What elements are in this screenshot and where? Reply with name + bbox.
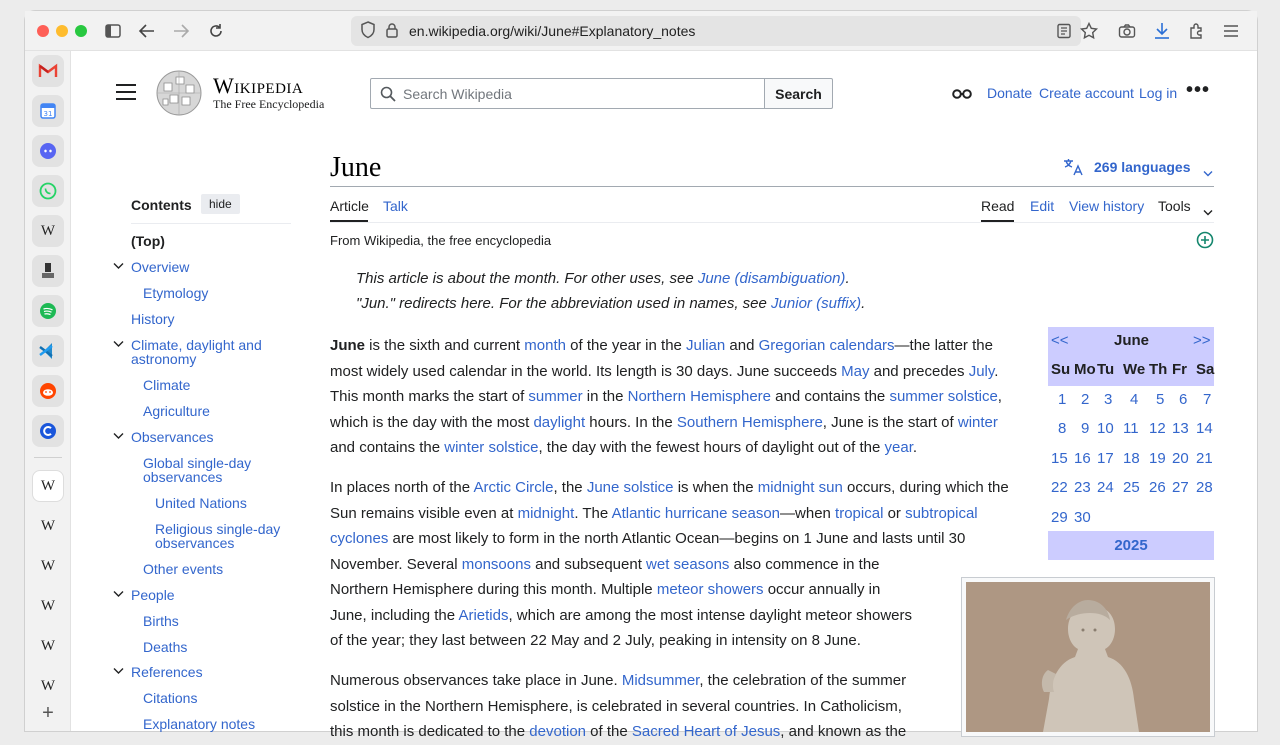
toc-hide-button[interactable]: hide (201, 194, 240, 214)
screenshot-icon[interactable] (1115, 19, 1139, 43)
browser-sidebar (25, 51, 71, 731)
languages-button[interactable]: 269 languages (1094, 159, 1191, 175)
forward-icon[interactable] (169, 19, 193, 43)
spotify-icon[interactable] (32, 295, 64, 327)
link-sacred-heart-of-jesus[interactable]: Sacred Heart of Jesus (631, 723, 781, 740)
donate-link[interactable]: Donate (987, 85, 1033, 101)
calendar-day-link[interactable]: 27 (1172, 479, 1189, 497)
app-icon[interactable] (32, 255, 64, 287)
calendar-day-link[interactable]: 6 (1179, 391, 1188, 408)
hatnote-text: . (861, 295, 866, 312)
link-winter[interactable]: winter (957, 413, 998, 431)
hatnote-text: This article is about the month. For other uses, see (356, 270, 698, 287)
calendar-day-link[interactable]: 28 (1196, 479, 1213, 497)
wikipedia-tagline: The Free Encyclopedia (213, 97, 325, 111)
text: , (997, 388, 1002, 405)
text: , the day with the fewest hours of daylight out of the (538, 439, 885, 456)
text: is when the (673, 479, 758, 496)
wikipedia-tab-icon[interactable]: W (40, 557, 56, 574)
text: of the year; they last between 22 May and 2 July, peaking in intensity on 8 June. (330, 632, 861, 649)
address-bar[interactable] (351, 16, 1081, 46)
toc-item-climate-daylight-astronomy-cont[interactable]: astronomy (131, 351, 197, 367)
toc-item-etymology[interactable]: Etymology (143, 285, 209, 301)
site-sub: From Wikipedia, the free encyclopedia (330, 233, 552, 248)
browser-window (25, 11, 1257, 740)
calendar-day-link[interactable]: 1 (1058, 391, 1067, 408)
tab-edit[interactable]: Edit (1030, 198, 1055, 214)
bookmark-star-icon[interactable] (1077, 19, 1101, 43)
calendar-day-link[interactable]: 22 (1051, 479, 1068, 497)
link-midnight-sun[interactable]: midnight sun (757, 479, 843, 496)
calendar-day-link[interactable]: 23 (1074, 479, 1091, 497)
text: , the celebration of the summer (699, 672, 907, 689)
tab-talk[interactable]: Talk (383, 198, 408, 214)
link-tropical[interactable]: tropical (835, 504, 884, 522)
calendar-day-link[interactable]: 29 (1051, 508, 1068, 526)
hatnote (356, 295, 865, 312)
text: also commence in the (729, 555, 880, 573)
text: of the year in the (565, 337, 687, 354)
text: this month is dedicated to the (330, 723, 530, 740)
text: and contains the (771, 388, 890, 405)
calendar-day-link[interactable]: 9 (1081, 420, 1090, 438)
text: solstice in the Northern Hemisphere, is celebrated in several countries. In Catholicism, (330, 697, 902, 715)
hatnote-link-junior-suffix[interactable]: Junior (suffix) (771, 295, 862, 312)
chevron-down-icon[interactable] (1203, 203, 1213, 221)
toc-item-climate-daylight-astronomy[interactable]: Climate, daylight and (131, 337, 262, 353)
link-arietids[interactable]: Arietids (458, 606, 509, 624)
toc-item-agriculture[interactable]: Agriculture (143, 403, 210, 419)
translate-icon[interactable] (1063, 158, 1083, 181)
reader-view-icon[interactable] (1052, 19, 1076, 43)
url-text[interactable]: en.wikipedia.org/wiki/June#Explanatory_notes (409, 23, 696, 39)
link-monsoons[interactable]: monsoons (461, 555, 531, 573)
toc-item-united-nations[interactable]: United Nations (155, 495, 247, 511)
toc-item-global-single-day[interactable]: Global single-day (143, 455, 252, 471)
toc-item-religious-single-day[interactable]: Religious single-day (155, 521, 281, 537)
back-icon[interactable] (135, 19, 159, 43)
text: and (725, 337, 759, 354)
chevron-down-icon[interactable] (113, 339, 124, 351)
wikipedia-page (72, 51, 1257, 740)
calendar-next-link[interactable]: >> (1193, 332, 1211, 349)
link-may[interactable]: May (841, 362, 870, 380)
sidebar-toggle-icon[interactable] (101, 19, 125, 43)
toc-item-references[interactable]: References (131, 664, 203, 680)
toc-item-explanatory-notes[interactable]: Explanatory notes (143, 716, 256, 732)
calendar-day-link[interactable]: 13 (1172, 420, 1189, 438)
main-menu-icon[interactable] (116, 84, 136, 105)
text: June (330, 337, 366, 354)
chevron-down-icon[interactable] (113, 589, 124, 601)
text: occurs, during which the (842, 479, 1009, 496)
wikipedia-icon[interactable]: W (32, 215, 64, 247)
text: occur annually in (763, 581, 881, 598)
calendar-app-icon[interactable] (32, 95, 64, 127)
tab-read[interactable]: Read (981, 198, 1015, 214)
link-month[interactable]: month (524, 337, 566, 354)
calendar-day-link[interactable]: 8 (1058, 420, 1067, 438)
toc-item-deaths[interactable]: Deaths (143, 639, 188, 655)
tabs-divider (330, 222, 1214, 223)
create-account-link[interactable]: Create account (1039, 85, 1134, 101)
toc-item-observances[interactable]: Observances (131, 429, 214, 445)
calendar-day-link[interactable]: 11 (1123, 420, 1139, 438)
calendar-infobox (1048, 327, 1215, 526)
text: and precedes (869, 362, 969, 380)
wikipedia-tab-icon[interactable]: W (32, 470, 64, 502)
c-app-icon[interactable] (32, 415, 64, 447)
text: hours. In the (585, 413, 677, 431)
paragraph-3 (330, 668, 906, 745)
text: —when (780, 504, 836, 522)
calendar-weekday: Su (1051, 361, 1071, 378)
hatnote-link-june-disambiguation[interactable]: June (disambiguation) (697, 270, 846, 287)
close-window-button[interactable] (37, 25, 49, 37)
text: —the latter the (894, 337, 993, 354)
calendar-weekday: Fr (1172, 361, 1187, 378)
text: . The (574, 504, 612, 522)
sidebar-divider (34, 457, 62, 458)
whatsapp-icon[interactable] (32, 175, 64, 207)
calendar-day-link[interactable]: 14 (1196, 420, 1213, 438)
text: In places north of the (330, 479, 474, 496)
add-plus-icon[interactable] (1196, 231, 1214, 254)
link-subtropical[interactable]: subtropical (905, 504, 978, 522)
search-box[interactable] (370, 78, 765, 109)
link-cyclones[interactable]: cyclones (330, 530, 389, 547)
calendar-weekday: Sa (1196, 361, 1215, 378)
hatnote-text: . (845, 270, 850, 287)
toc-item-births[interactable]: Births (143, 613, 179, 629)
search-button[interactable]: Search (764, 78, 833, 109)
link-devotion[interactable]: devotion (529, 723, 587, 740)
hatnote (356, 270, 850, 287)
wikipedia-tab-icon[interactable]: W (40, 597, 56, 614)
text: Northern Hemisphere during this month. Multiple (330, 581, 657, 598)
reading-glasses-icon[interactable] (952, 87, 972, 105)
link-winter-solstice[interactable]: winter solstice (444, 439, 539, 456)
text: Sun remains visible even at (330, 504, 518, 522)
hatnote-text: "Jun." redirects here. For the abbreviation used in names, see (356, 295, 772, 312)
minimize-window-button[interactable] (56, 25, 68, 37)
link-summer-solstice[interactable]: summer solstice (889, 388, 998, 405)
calendar-weekday: Th (1149, 361, 1168, 378)
link-daylight[interactable]: daylight (533, 413, 586, 431)
link-summer[interactable]: summer (528, 388, 583, 405)
text: , and known as the (780, 723, 907, 740)
text: November. Several (330, 555, 462, 573)
calendar-day-link[interactable]: 7 (1203, 391, 1212, 408)
toc-item-global-single-day-cont[interactable]: observances (143, 469, 223, 485)
tab-article[interactable]: Article (330, 198, 369, 214)
search-input[interactable] (403, 84, 753, 104)
calendar-day-link[interactable]: 3 (1104, 391, 1113, 408)
calendar-day-link[interactable]: 30 (1074, 508, 1091, 526)
calendar-header (1048, 327, 1214, 355)
reddit-icon[interactable] (32, 375, 64, 407)
calendar-year-link[interactable]: 2025 (1048, 531, 1214, 560)
link-year[interactable]: year (884, 439, 913, 456)
toc-item-top[interactable]: (Top) (131, 233, 165, 249)
chevron-down-icon[interactable] (113, 431, 124, 443)
calendar-day-link[interactable]: 12 (1149, 420, 1166, 438)
juno-statue-image[interactable] (961, 577, 1215, 737)
extensions-icon[interactable] (1185, 19, 1209, 43)
calendar-day-link[interactable]: 17 (1097, 449, 1114, 467)
text: . (912, 439, 918, 456)
add-tab-icon[interactable]: + (42, 701, 54, 724)
toc-item-overview[interactable]: Overview (131, 259, 190, 275)
tab-view-history[interactable]: View history (1069, 198, 1145, 214)
text: and contains the (330, 439, 445, 456)
toc-item-history[interactable]: History (131, 311, 175, 327)
text: of the (586, 723, 632, 740)
calendar-weekday: Mo (1074, 361, 1096, 378)
title-divider (330, 186, 1214, 187)
toc-item-religious-single-day-cont[interactable]: observances (155, 535, 235, 551)
text: , June is the start of (822, 413, 958, 431)
wikipedia-tab-icon[interactable]: W (40, 517, 56, 534)
maximize-window-button[interactable] (75, 25, 87, 37)
calendar-day-link[interactable]: 4 (1130, 391, 1139, 408)
wikipedia-wordmark[interactable]: Wikipedia (213, 73, 304, 98)
calendar-day-link[interactable]: 25 (1123, 479, 1140, 497)
text: is the sixth and current (365, 337, 525, 354)
text: This month marks the start of (330, 388, 529, 405)
vscode-icon[interactable] (32, 335, 64, 367)
wikipedia-tab-icon[interactable]: W (40, 637, 56, 654)
calendar-day-link[interactable]: 10 (1097, 420, 1114, 438)
calendar-prev-link[interactable]: << (1051, 332, 1069, 349)
downloads-icon[interactable] (1150, 19, 1174, 43)
toc-divider (131, 223, 291, 224)
link-northern-hemisphere[interactable]: Northern Hemisphere (627, 388, 772, 405)
link-southern-hemisphere[interactable]: Southern Hemisphere (676, 413, 823, 431)
toc-item-people[interactable]: People (131, 587, 175, 603)
link-arctic-circle[interactable]: Arctic Circle (473, 479, 554, 496)
calendar-day-link[interactable]: 19 (1149, 449, 1166, 467)
lock-icon[interactable] (381, 19, 403, 46)
tools-menu[interactable]: Tools (1158, 198, 1191, 214)
chevron-down-icon[interactable] (113, 261, 124, 273)
text: are most likely to form in the north Atlantic Ocean—begins on 1 June and lasts until 30 (388, 530, 966, 547)
link-gregorian-calendars[interactable]: Gregorian calendars (758, 337, 895, 354)
search-icon (380, 86, 396, 107)
link-july[interactable]: July (968, 362, 995, 380)
calendar-day-link[interactable]: 5 (1156, 391, 1165, 408)
toc-item-climate[interactable]: Climate (143, 377, 191, 393)
wikipedia-globe-icon[interactable] (154, 69, 204, 117)
gmail-icon[interactable] (32, 55, 64, 87)
shield-icon[interactable] (357, 19, 379, 46)
text: or (883, 504, 906, 522)
link-wet-seasons[interactable]: wet seasons (646, 555, 730, 573)
log-in-link[interactable]: Log in (1139, 85, 1178, 101)
browser-toolbar (25, 11, 1257, 51)
chevron-down-icon[interactable] (1203, 164, 1213, 182)
toc-item-other-events[interactable]: Other events (143, 561, 224, 577)
calendar-day-link[interactable]: 18 (1123, 449, 1140, 467)
text: most widely used calendar in the world. Its length is 30 days. June succeeds (330, 362, 842, 380)
link-meteor-showers[interactable]: meteor showers (656, 581, 764, 598)
toc-item-citations[interactable]: Citations (143, 690, 198, 706)
toc-title: Contents (131, 197, 192, 213)
svg-text:31: 31 (43, 110, 53, 118)
text: Numerous observances take place in June. (330, 672, 622, 689)
calendar-day-link[interactable]: 24 (1097, 479, 1114, 497)
calendar-day-link[interactable]: 21 (1196, 449, 1213, 467)
calendar-day-link[interactable]: 16 (1074, 449, 1091, 467)
wikipedia-tab-icon[interactable]: W (40, 677, 56, 694)
text: . (994, 362, 999, 380)
paragraph-1 (330, 333, 1002, 461)
calendar-weekday: Tu (1097, 361, 1115, 378)
link-midnight[interactable]: midnight (517, 504, 575, 522)
discord-icon[interactable] (32, 135, 64, 167)
text: and subsequent (530, 555, 647, 573)
chevron-down-icon[interactable] (113, 666, 124, 678)
calendar-day-link[interactable]: 26 (1149, 479, 1166, 497)
calendar-weekday: We (1123, 361, 1146, 378)
reload-icon[interactable] (204, 19, 228, 43)
text: June, including the (330, 606, 459, 624)
calendar-day-link[interactable]: 20 (1172, 449, 1189, 467)
calendar-day-link[interactable]: 2 (1081, 391, 1090, 408)
more-options-icon[interactable]: ••• (1186, 79, 1211, 101)
link-atlantic-hurricane-season[interactable]: Atlantic hurricane season (611, 504, 781, 522)
menu-icon[interactable] (1219, 19, 1243, 43)
text: in the (582, 388, 628, 405)
text: , the (553, 479, 587, 496)
calendar-day-link[interactable]: 15 (1051, 449, 1068, 467)
link-june-solstice[interactable]: June solstice (586, 479, 674, 496)
text: which is the day with the most (330, 413, 534, 431)
text: , which are among the most intense daylight meteor showers (508, 606, 913, 624)
link-midsummer[interactable]: Midsummer (621, 672, 700, 689)
link-julian[interactable]: Julian (686, 337, 726, 354)
calendar-month: June (1114, 332, 1150, 349)
paragraph-2 (330, 475, 1009, 654)
page-title: June (330, 152, 382, 183)
